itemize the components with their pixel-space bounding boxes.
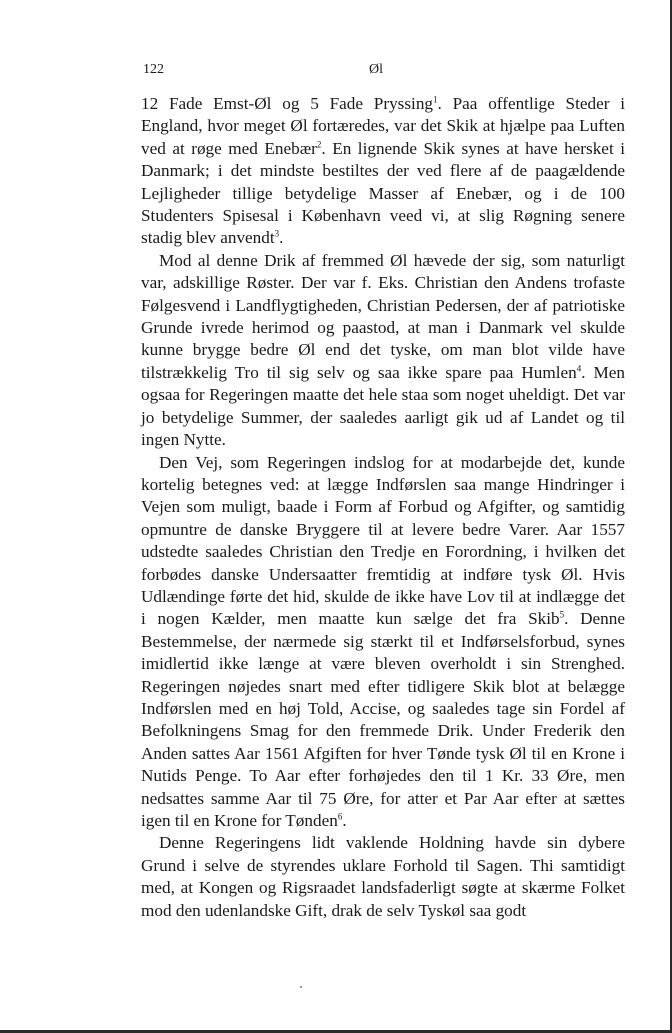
paragraph-text: . En lignende Skik synes at have hersket i Danmark; i det mindste bestiltes der ved flere af de paagældende Lejligheder tillige betydelige Masser af Enebær, og i de 100 Studenters Spisesal i København veed vi, at slig Røgning senere stadig blev anvendt (141, 138, 625, 248)
page-number: 122 (143, 62, 164, 77)
paragraph-3 (141, 452, 625, 833)
paragraph-text: . Denne Bestemmelse, der nærmede sig stærkt til et Indførselsforbud, synes imidlertid ikke længe at være bleven overholdt i sin Strenghed. Regeringen nøjedes snart med efter tidligere Skik blot at belægge Indførslen med en høj Told, Accise, og saaledes tage sin Fordel af Befolkningens Smag for den fremmede Drik. Under Frederik den Anden sattes Aar 1561 Afgiften for hver Tønde tysk Øl til en Krone i Nutids Penge. To Aar efter forhøjedes den til 1 Kr. 33 Øre, men nedsattes samme Aar til 75 Øre, for atter et Par Aar efter at sættes igen til en Krone for Tønden (141, 609, 625, 830)
paragraph-text: . (342, 811, 347, 830)
paragraph-text: 12 Fade Emst-Øl og 5 Fade Pryssing (141, 94, 434, 113)
paragraph-text: . Paa offentlige Steder i England, hvor meget Øl fortæredes, var det Skik at hjælpe paa Luften ved at røge med Enebær (141, 94, 625, 158)
footnote-ref: 5 (559, 609, 565, 620)
footnote-ref: 6 (337, 811, 343, 822)
footnote-ref: 3 (274, 228, 280, 239)
footnote-ref: 2 (316, 139, 322, 150)
footnote-ref: 4 (576, 363, 582, 374)
footnote-ref: 1 (433, 94, 438, 105)
paragraph-4 (141, 832, 625, 922)
paragraph-text: Mod al denne Drik af fremmed Øl hævede der sig, som naturligt var, adskillige Røster. Der var f. Eks. Christian den Andens trofaste Følgesvend i Landflygtigheden, Christian Pedersen, der af patriotiske Grunde ivrede herimod og paastod, at man i Danmark vel skulde kunne brygge bedre Øl end det tyske, om man blot vilde have tilstrækkelig Tro til sig selv og saa ikke spare paa Humlen (141, 250, 625, 382)
body-text (141, 93, 625, 922)
paragraph-text: Denne Regeringens lidt vaklende Holdning havde sin dybere Grund i selve de styrendes uklare Forhold til Sagen. Thi samtidigt med, at Kongen og Rigsraadet landsfaderligt søgte at skærme Folket mod den udenlandske Gift, drak de selv Tyskøl saa godt (141, 833, 625, 920)
paragraph-2 (141, 250, 625, 452)
paragraph-1 (141, 93, 625, 250)
paragraph-text: . (279, 228, 284, 248)
stray-mark (300, 986, 302, 988)
page-header (143, 62, 623, 80)
paragraph-text: Den Vej, som Regeringen indslog for at modarbejde det, kunde kortelig betegnes ved: at lægge Indførslen saa mange Hindringer i Vejen som muligt, baade i Form af Forbud og Afgifter, og samtidig opmuntre de danske Bryggere til at levere bedre Varer. Aar 1557 udstedte saaledes Christian den Tredje en Forordning, i hvilken det forbødes danske Undersaatter fremtidig at indføre tysk Øl. Hvis Udlændinge førte det hid, skulde de ikke have Lov til at indlægge det i nogen Kælder, men maatte kun sælge det fra Skib (141, 452, 625, 629)
paragraph-text: . Men ogsaa for Regeringen maatte det hele staa som noget uheldigt. Det var jo betydelige Summer, der saaledes aarligt gik ud af Landet og til ingen Nytte. (141, 362, 625, 450)
running-title: Øl (369, 62, 383, 77)
